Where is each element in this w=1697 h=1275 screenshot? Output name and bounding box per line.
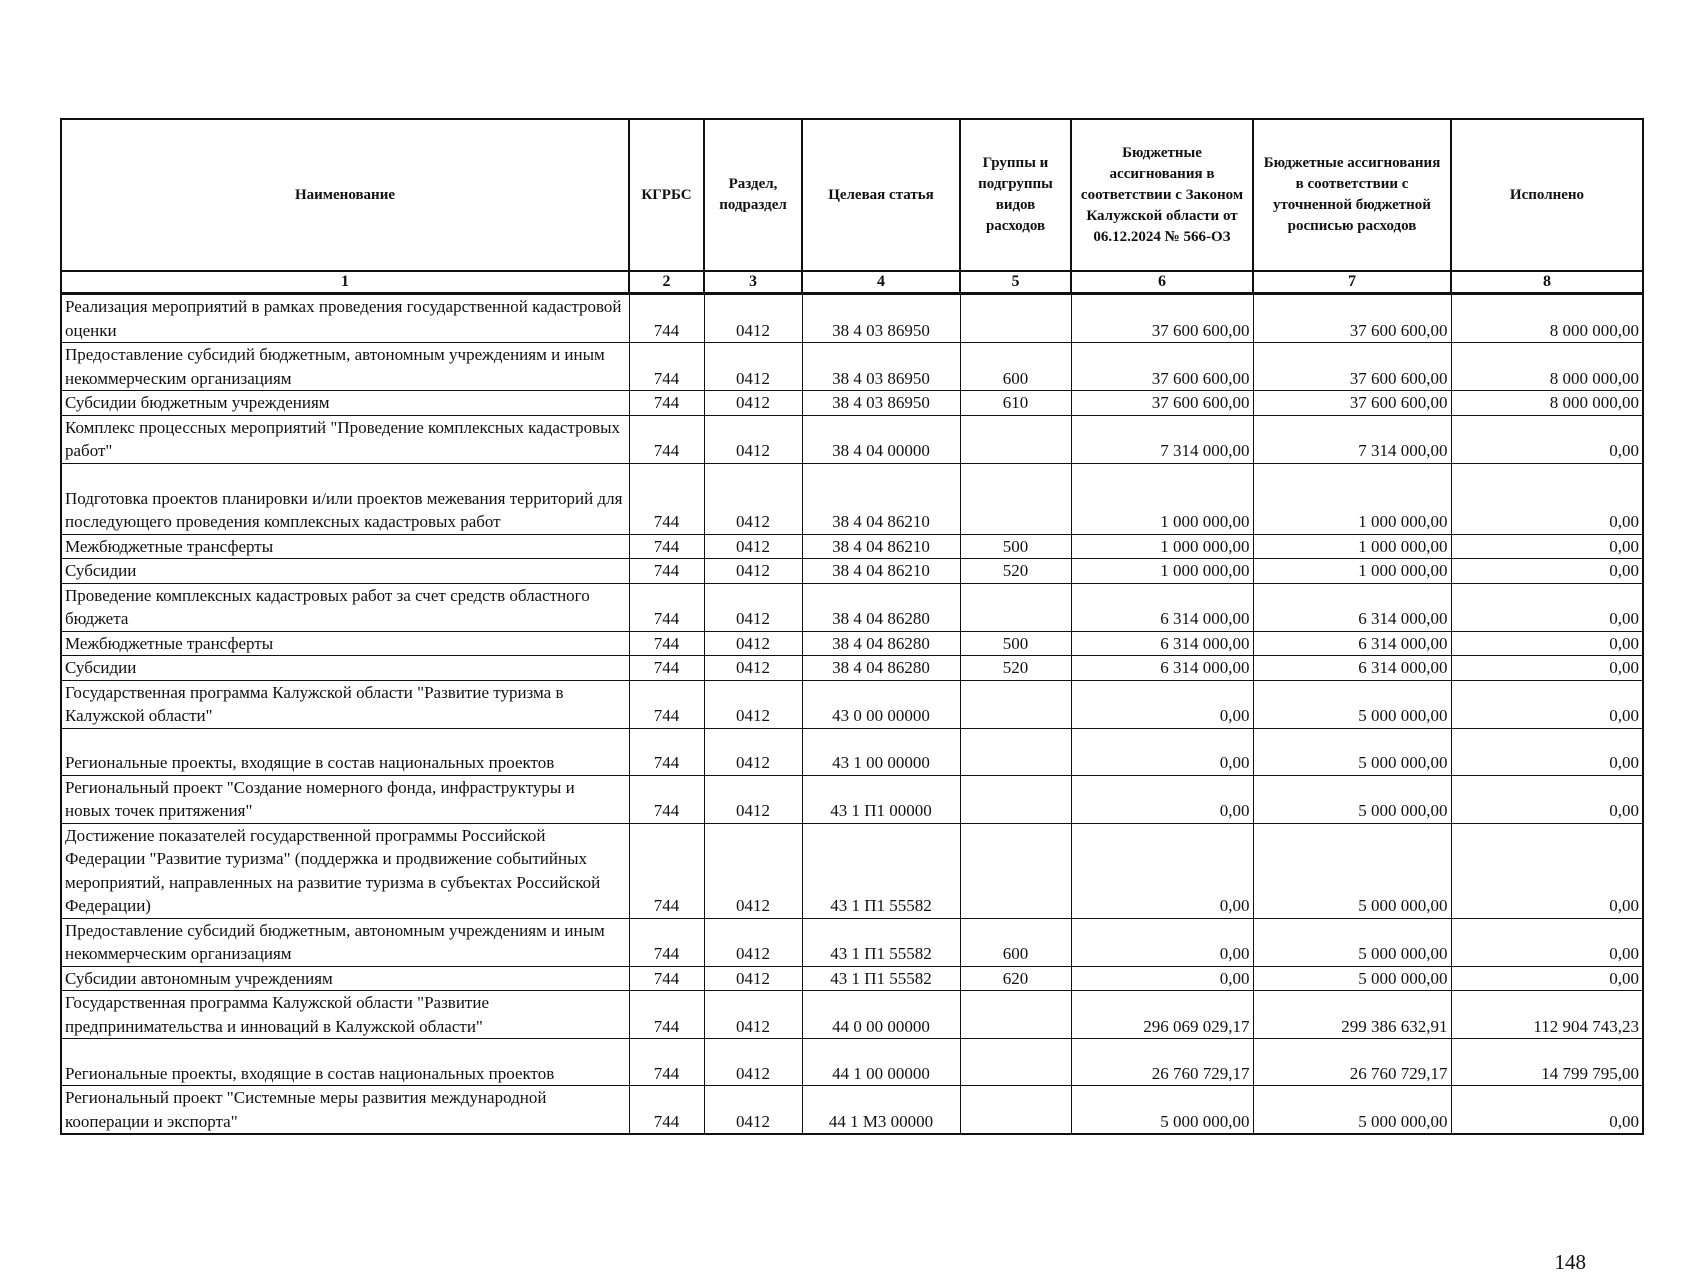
row-section-cell: 0412 <box>704 991 802 1039</box>
row-law-allocation-cell: 6 314 000,00 <box>1071 631 1253 656</box>
row-section-cell: 0412 <box>704 823 802 918</box>
row-executed-cell: 0,00 <box>1451 559 1643 584</box>
row-expense-group-cell <box>960 583 1071 631</box>
row-name-cell: Достижение показателей государственной программы Российской Федерации "Развитие туризма" (поддержка и продвижение событийных мероприятий, направленных на развитие туризма в субъектах Российской Федерации) <box>61 823 629 918</box>
row-refined-allocation-cell: 6 314 000,00 <box>1253 631 1451 656</box>
column-number: 4 <box>802 271 960 294</box>
row-expense-group-cell: 620 <box>960 966 1071 991</box>
row-executed-cell: 0,00 <box>1451 918 1643 966</box>
column-number: 8 <box>1451 271 1643 294</box>
header-refined-allocations: Бюджетные ассигнования в соответствии с уточненной бюджетной росписью расходов <box>1253 119 1451 271</box>
row-executed-cell: 14 799 795,00 <box>1451 1039 1643 1086</box>
row-law-allocation-cell: 7 314 000,00 <box>1071 415 1253 463</box>
row-law-allocation-cell: 1 000 000,00 <box>1071 534 1253 559</box>
row-section-cell: 0412 <box>704 775 802 823</box>
row-executed-cell: 0,00 <box>1451 534 1643 559</box>
budget-table <box>60 118 1644 1135</box>
row-target-article-cell: 43 1 00 00000 <box>802 728 960 775</box>
row-expense-group-cell: 520 <box>960 559 1071 584</box>
table-row <box>61 391 1643 416</box>
row-section-cell: 0412 <box>704 415 802 463</box>
row-expense-group-cell: 610 <box>960 391 1071 416</box>
row-law-allocation-cell: 0,00 <box>1071 918 1253 966</box>
row-kgrbs-cell: 744 <box>629 1086 704 1135</box>
table-body <box>61 294 1643 1135</box>
row-expense-group-cell: 500 <box>960 631 1071 656</box>
row-law-allocation-cell: 5 000 000,00 <box>1071 1086 1253 1135</box>
table-header-row <box>61 119 1643 271</box>
row-name-cell: Региональные проекты, входящие в состав национальных проектов <box>61 728 629 775</box>
table-row <box>61 559 1643 584</box>
row-kgrbs-cell: 744 <box>629 415 704 463</box>
row-target-article-cell: 44 1 00 00000 <box>802 1039 960 1086</box>
row-kgrbs-cell: 744 <box>629 918 704 966</box>
column-number: 2 <box>629 271 704 294</box>
row-law-allocation-cell: 1 000 000,00 <box>1071 463 1253 534</box>
row-expense-group-cell <box>960 1086 1071 1135</box>
row-executed-cell: 0,00 <box>1451 463 1643 534</box>
row-refined-allocation-cell: 5 000 000,00 <box>1253 1086 1451 1135</box>
row-name-cell: Субсидии <box>61 656 629 681</box>
column-number-row <box>61 271 1643 294</box>
row-kgrbs-cell: 744 <box>629 728 704 775</box>
row-executed-cell: 8 000 000,00 <box>1451 294 1643 343</box>
row-target-article-cell: 38 4 03 86950 <box>802 294 960 343</box>
row-law-allocation-cell: 0,00 <box>1071 966 1253 991</box>
table-row <box>61 1039 1643 1086</box>
row-target-article-cell: 43 1 П1 55582 <box>802 966 960 991</box>
row-name-cell: Комплекс процессных мероприятий "Проведение комплексных кадастровых работ" <box>61 415 629 463</box>
row-kgrbs-cell: 744 <box>629 775 704 823</box>
row-refined-allocation-cell: 37 600 600,00 <box>1253 391 1451 416</box>
row-section-cell: 0412 <box>704 656 802 681</box>
row-name-cell: Межбюджетные трансферты <box>61 631 629 656</box>
table-row <box>61 534 1643 559</box>
row-law-allocation-cell: 0,00 <box>1071 775 1253 823</box>
table-row <box>61 775 1643 823</box>
row-kgrbs-cell: 744 <box>629 534 704 559</box>
row-target-article-cell: 43 1 П1 55582 <box>802 823 960 918</box>
table-row <box>61 1086 1643 1135</box>
row-target-article-cell: 38 4 04 86280 <box>802 656 960 681</box>
table-row <box>61 294 1643 343</box>
row-section-cell: 0412 <box>704 463 802 534</box>
table-row <box>61 966 1643 991</box>
row-executed-cell: 0,00 <box>1451 656 1643 681</box>
row-refined-allocation-cell: 1 000 000,00 <box>1253 463 1451 534</box>
row-name-cell: Государственная программа Калужской области "Развитие туризма в Калужской области" <box>61 680 629 728</box>
row-kgrbs-cell: 744 <box>629 343 704 391</box>
row-name-cell: Региональный проект "Системные меры развития международной кооперации и экспорта" <box>61 1086 629 1135</box>
row-name-cell: Предоставление субсидий бюджетным, автономным учреждениям и иным некоммерческим организациям <box>61 343 629 391</box>
row-name-cell: Региональные проекты, входящие в состав национальных проектов <box>61 1039 629 1086</box>
row-expense-group-cell: 520 <box>960 656 1071 681</box>
row-refined-allocation-cell: 6 314 000,00 <box>1253 656 1451 681</box>
row-name-cell: Субсидии автономным учреждениям <box>61 966 629 991</box>
row-kgrbs-cell: 744 <box>629 294 704 343</box>
row-expense-group-cell: 600 <box>960 343 1071 391</box>
row-expense-group-cell <box>960 728 1071 775</box>
table-row <box>61 343 1643 391</box>
row-section-cell: 0412 <box>704 966 802 991</box>
row-kgrbs-cell: 744 <box>629 656 704 681</box>
row-name-cell: Межбюджетные трансферты <box>61 534 629 559</box>
row-expense-group-cell <box>960 1039 1071 1086</box>
row-section-cell: 0412 <box>704 343 802 391</box>
row-refined-allocation-cell: 5 000 000,00 <box>1253 823 1451 918</box>
row-target-article-cell: 38 4 03 86950 <box>802 343 960 391</box>
column-number: 7 <box>1253 271 1451 294</box>
row-name-cell: Субсидии бюджетным учреждениям <box>61 391 629 416</box>
row-target-article-cell: 38 4 04 86280 <box>802 583 960 631</box>
row-executed-cell: 0,00 <box>1451 415 1643 463</box>
row-executed-cell: 0,00 <box>1451 966 1643 991</box>
row-law-allocation-cell: 26 760 729,17 <box>1071 1039 1253 1086</box>
row-kgrbs-cell: 744 <box>629 391 704 416</box>
row-kgrbs-cell: 744 <box>629 631 704 656</box>
row-section-cell: 0412 <box>704 391 802 416</box>
header-name: Наименование <box>61 119 629 271</box>
row-expense-group-cell <box>960 680 1071 728</box>
row-name-cell: Подготовка проектов планировки и/или проектов межевания территорий для последующего проведения комплексных кадастровых работ <box>61 463 629 534</box>
column-number: 6 <box>1071 271 1253 294</box>
table-row <box>61 823 1643 918</box>
row-target-article-cell: 44 0 00 00000 <box>802 991 960 1039</box>
row-name-cell: Региональный проект "Создание номерного фонда, инфраструктуры и новых точек притяжения" <box>61 775 629 823</box>
row-section-cell: 0412 <box>704 680 802 728</box>
row-name-cell: Предоставление субсидий бюджетным, автономным учреждениям и иным некоммерческим организациям <box>61 918 629 966</box>
row-refined-allocation-cell: 5 000 000,00 <box>1253 775 1451 823</box>
row-kgrbs-cell: 744 <box>629 680 704 728</box>
row-name-cell: Субсидии <box>61 559 629 584</box>
row-refined-allocation-cell: 37 600 600,00 <box>1253 343 1451 391</box>
row-target-article-cell: 38 4 04 86280 <box>802 631 960 656</box>
row-law-allocation-cell: 296 069 029,17 <box>1071 991 1253 1039</box>
table-row <box>61 631 1643 656</box>
row-executed-cell: 0,00 <box>1451 583 1643 631</box>
row-executed-cell: 0,00 <box>1451 823 1643 918</box>
row-refined-allocation-cell: 7 314 000,00 <box>1253 415 1451 463</box>
row-refined-allocation-cell: 6 314 000,00 <box>1253 583 1451 631</box>
header-section: Раздел, подраздел <box>704 119 802 271</box>
row-law-allocation-cell: 6 314 000,00 <box>1071 583 1253 631</box>
row-kgrbs-cell: 744 <box>629 966 704 991</box>
row-section-cell: 0412 <box>704 583 802 631</box>
column-number: 3 <box>704 271 802 294</box>
row-section-cell: 0412 <box>704 1086 802 1135</box>
row-kgrbs-cell: 744 <box>629 583 704 631</box>
row-executed-cell: 0,00 <box>1451 680 1643 728</box>
row-expense-group-cell <box>960 991 1071 1039</box>
row-law-allocation-cell: 6 314 000,00 <box>1071 656 1253 681</box>
row-section-cell: 0412 <box>704 918 802 966</box>
row-section-cell: 0412 <box>704 559 802 584</box>
row-law-allocation-cell: 0,00 <box>1071 728 1253 775</box>
row-name-cell: Государственная программа Калужской области "Развитие предпринимательства и инноваций в Калужской области" <box>61 991 629 1039</box>
row-expense-group-cell <box>960 294 1071 343</box>
row-refined-allocation-cell: 299 386 632,91 <box>1253 991 1451 1039</box>
row-kgrbs-cell: 744 <box>629 463 704 534</box>
row-target-article-cell: 43 1 П1 00000 <box>802 775 960 823</box>
row-law-allocation-cell: 0,00 <box>1071 823 1253 918</box>
header-executed: Исполнено <box>1451 119 1643 271</box>
table-row <box>61 463 1643 534</box>
row-section-cell: 0412 <box>704 1039 802 1086</box>
row-section-cell: 0412 <box>704 534 802 559</box>
row-refined-allocation-cell: 5 000 000,00 <box>1253 966 1451 991</box>
header-expense-groups: Группы и подгруппы видов расходов <box>960 119 1071 271</box>
row-executed-cell: 8 000 000,00 <box>1451 343 1643 391</box>
table-row <box>61 918 1643 966</box>
page-number: 148 <box>1554 1250 1586 1274</box>
row-expense-group-cell <box>960 415 1071 463</box>
row-expense-group-cell: 500 <box>960 534 1071 559</box>
row-executed-cell: 8 000 000,00 <box>1451 391 1643 416</box>
row-refined-allocation-cell: 5 000 000,00 <box>1253 918 1451 966</box>
row-expense-group-cell <box>960 823 1071 918</box>
column-number: 5 <box>960 271 1071 294</box>
row-target-article-cell: 38 4 04 00000 <box>802 415 960 463</box>
row-target-article-cell: 44 1 M3 00000 <box>802 1086 960 1135</box>
row-kgrbs-cell: 744 <box>629 1039 704 1086</box>
row-expense-group-cell <box>960 463 1071 534</box>
row-refined-allocation-cell: 5 000 000,00 <box>1253 728 1451 775</box>
row-target-article-cell: 43 0 00 00000 <box>802 680 960 728</box>
row-expense-group-cell <box>960 775 1071 823</box>
row-executed-cell: 0,00 <box>1451 775 1643 823</box>
header-kgrbs: КГРБС <box>629 119 704 271</box>
row-target-article-cell: 38 4 03 86950 <box>802 391 960 416</box>
row-refined-allocation-cell: 5 000 000,00 <box>1253 680 1451 728</box>
row-refined-allocation-cell: 37 600 600,00 <box>1253 294 1451 343</box>
row-refined-allocation-cell: 1 000 000,00 <box>1253 559 1451 584</box>
row-kgrbs-cell: 744 <box>629 559 704 584</box>
row-kgrbs-cell: 744 <box>629 823 704 918</box>
row-refined-allocation-cell: 26 760 729,17 <box>1253 1039 1451 1086</box>
row-law-allocation-cell: 0,00 <box>1071 680 1253 728</box>
row-target-article-cell: 43 1 П1 55582 <box>802 918 960 966</box>
header-law-allocations: Бюджетные ассигнования в соответствии с Законом Калужской области от 06.12.2024 № 566-ОЗ <box>1071 119 1253 271</box>
table-row <box>61 583 1643 631</box>
row-expense-group-cell: 600 <box>960 918 1071 966</box>
table-row <box>61 415 1643 463</box>
row-executed-cell: 0,00 <box>1451 1086 1643 1135</box>
row-target-article-cell: 38 4 04 86210 <box>802 534 960 559</box>
table-row <box>61 680 1643 728</box>
row-kgrbs-cell: 744 <box>629 991 704 1039</box>
row-refined-allocation-cell: 1 000 000,00 <box>1253 534 1451 559</box>
row-target-article-cell: 38 4 04 86210 <box>802 559 960 584</box>
row-law-allocation-cell: 37 600 600,00 <box>1071 343 1253 391</box>
row-name-cell: Проведение комплексных кадастровых работ за счет средств областного бюджета <box>61 583 629 631</box>
row-law-allocation-cell: 37 600 600,00 <box>1071 294 1253 343</box>
table-row <box>61 991 1643 1039</box>
table-row <box>61 656 1643 681</box>
row-name-cell: Реализация мероприятий в рамках проведения государственной кадастровой оценки <box>61 294 629 343</box>
row-executed-cell: 0,00 <box>1451 631 1643 656</box>
row-law-allocation-cell: 37 600 600,00 <box>1071 391 1253 416</box>
row-executed-cell: 112 904 743,23 <box>1451 991 1643 1039</box>
header-target-article: Целевая статья <box>802 119 960 271</box>
row-law-allocation-cell: 1 000 000,00 <box>1071 559 1253 584</box>
column-number: 1 <box>61 271 629 294</box>
row-section-cell: 0412 <box>704 294 802 343</box>
row-executed-cell: 0,00 <box>1451 728 1643 775</box>
row-target-article-cell: 38 4 04 86210 <box>802 463 960 534</box>
row-section-cell: 0412 <box>704 631 802 656</box>
row-section-cell: 0412 <box>704 728 802 775</box>
table-row <box>61 728 1643 775</box>
budget-table-page <box>60 118 1642 1274</box>
